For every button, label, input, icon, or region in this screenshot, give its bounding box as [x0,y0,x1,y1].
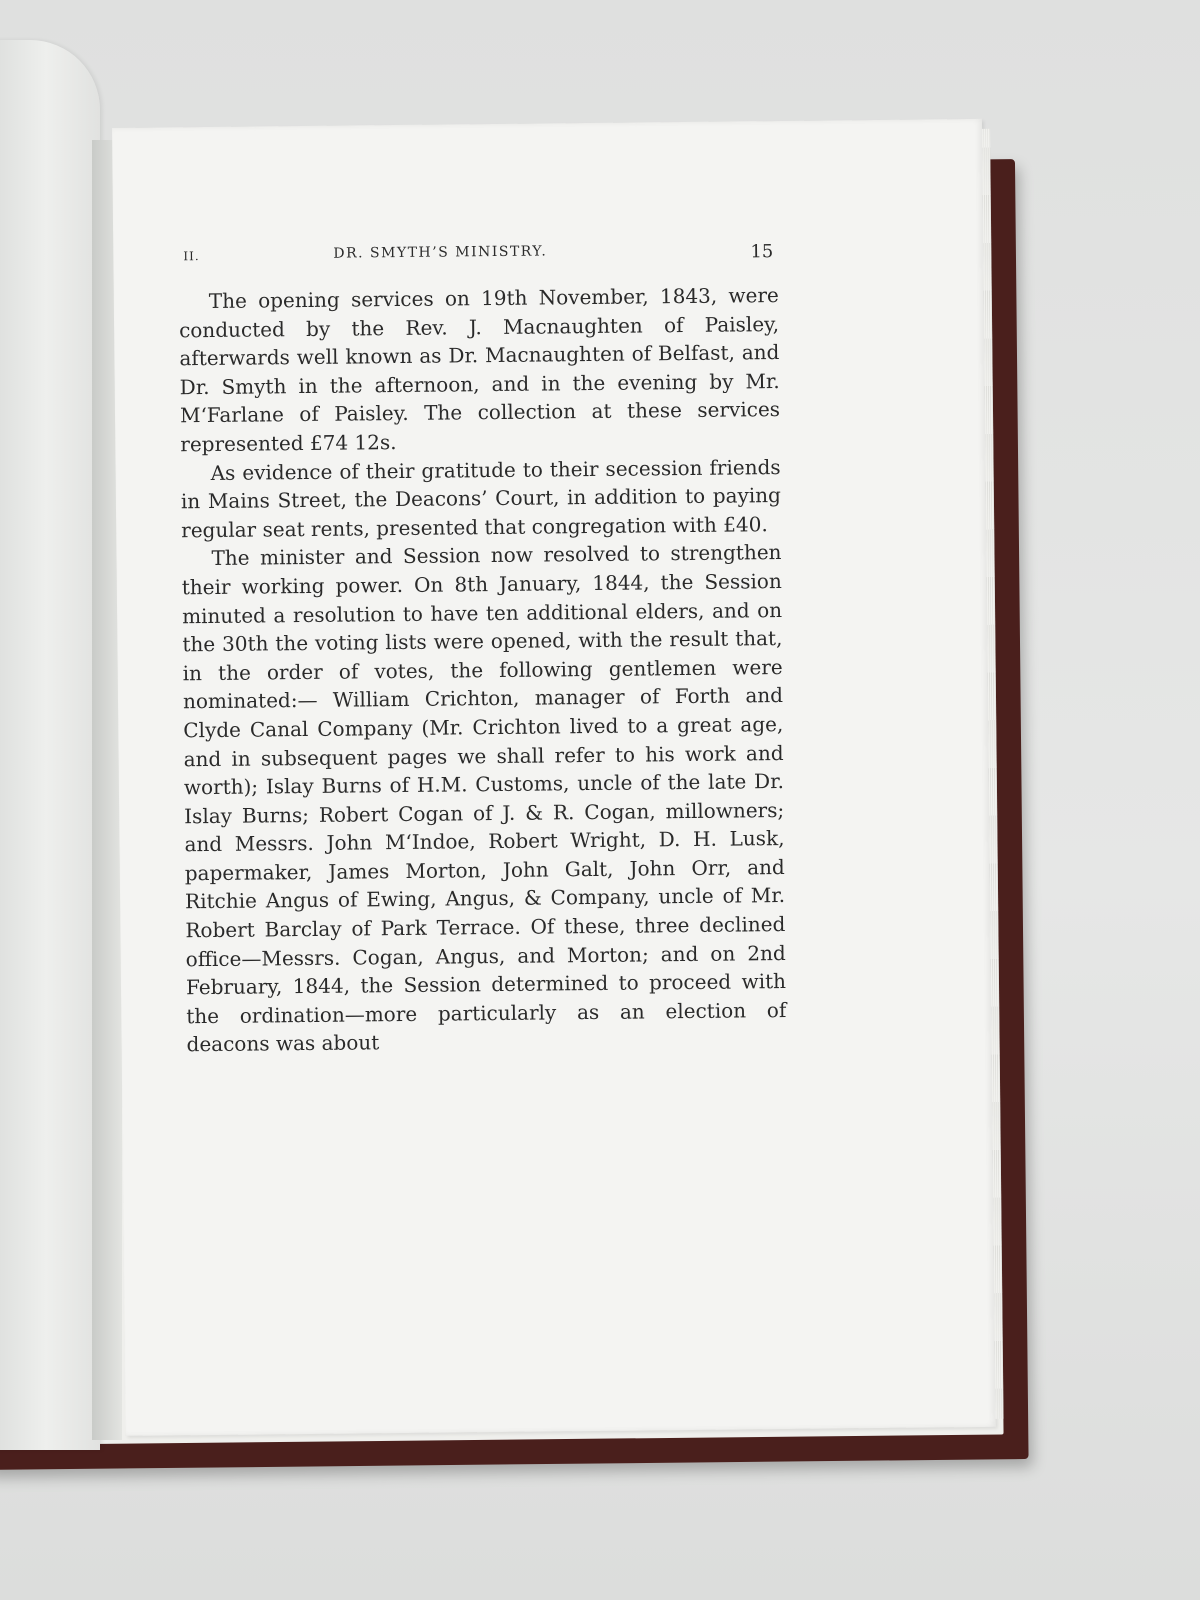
chapter-numeral: II. [183,249,200,264]
body-text [179,281,787,1059]
page-number: 15 [750,241,774,263]
paragraph-opening-services: The opening services on 19th November, 1843, were conducted by the Rev. J. Macnaughten of Paisley, afterwards well known as Dr. Macnaughten of Belfast, and Dr. Smyth in the afternoon, and in the evening by Mr. M‘Farlane of Paisley. The collection at these services represented £74 12s. [178,283,781,457]
running-head: DR. SMYTH’S MINISTRY. [333,243,548,262]
paragraph-elders: The minister and Session now resolved to strengthen their working power. On 8th January, 1844, the Session minuted a resolution to have ten additional elders, and on the 30th the voting lists were opened, with the result that, in the order of votes, the following gentlemen were nominated:— William Crichton, manager of Forth and Clyde Canal Company (Mr. Crichton lived to a great age, and in subsequent pages we shall refer to his work and worth); Islay Burns of H.M. Customs, uncle of the late Dr. Islay Burns; Robert Cogan of J. & R. Cogan, millowners; and Messrs. John M‘Indoe, Robert Wright, D. H. Lusk, papermaker, James Morton, John Galt, John Orr, and Ritchie Angus of Ewing, Angus, & Company, uncle of Mr. Robert Barclay of Park Terrace. Of these, three declined office—Messrs. Cogan, Angus, and Morton; and on 2nd February, 1844, the Session determined to proceed with the ordination—more particularly as an election of deacons was about [181,540,787,1057]
left-page-curl [0,40,100,1450]
paragraph-gratitude: As evidence of their gratitude to their secession friends in Mains Street, the Deacons’ Court, in addition to paying regular seat rents, presented that congregation with £40. [180,454,782,543]
right-page [112,119,996,1436]
page-header [183,241,773,277]
